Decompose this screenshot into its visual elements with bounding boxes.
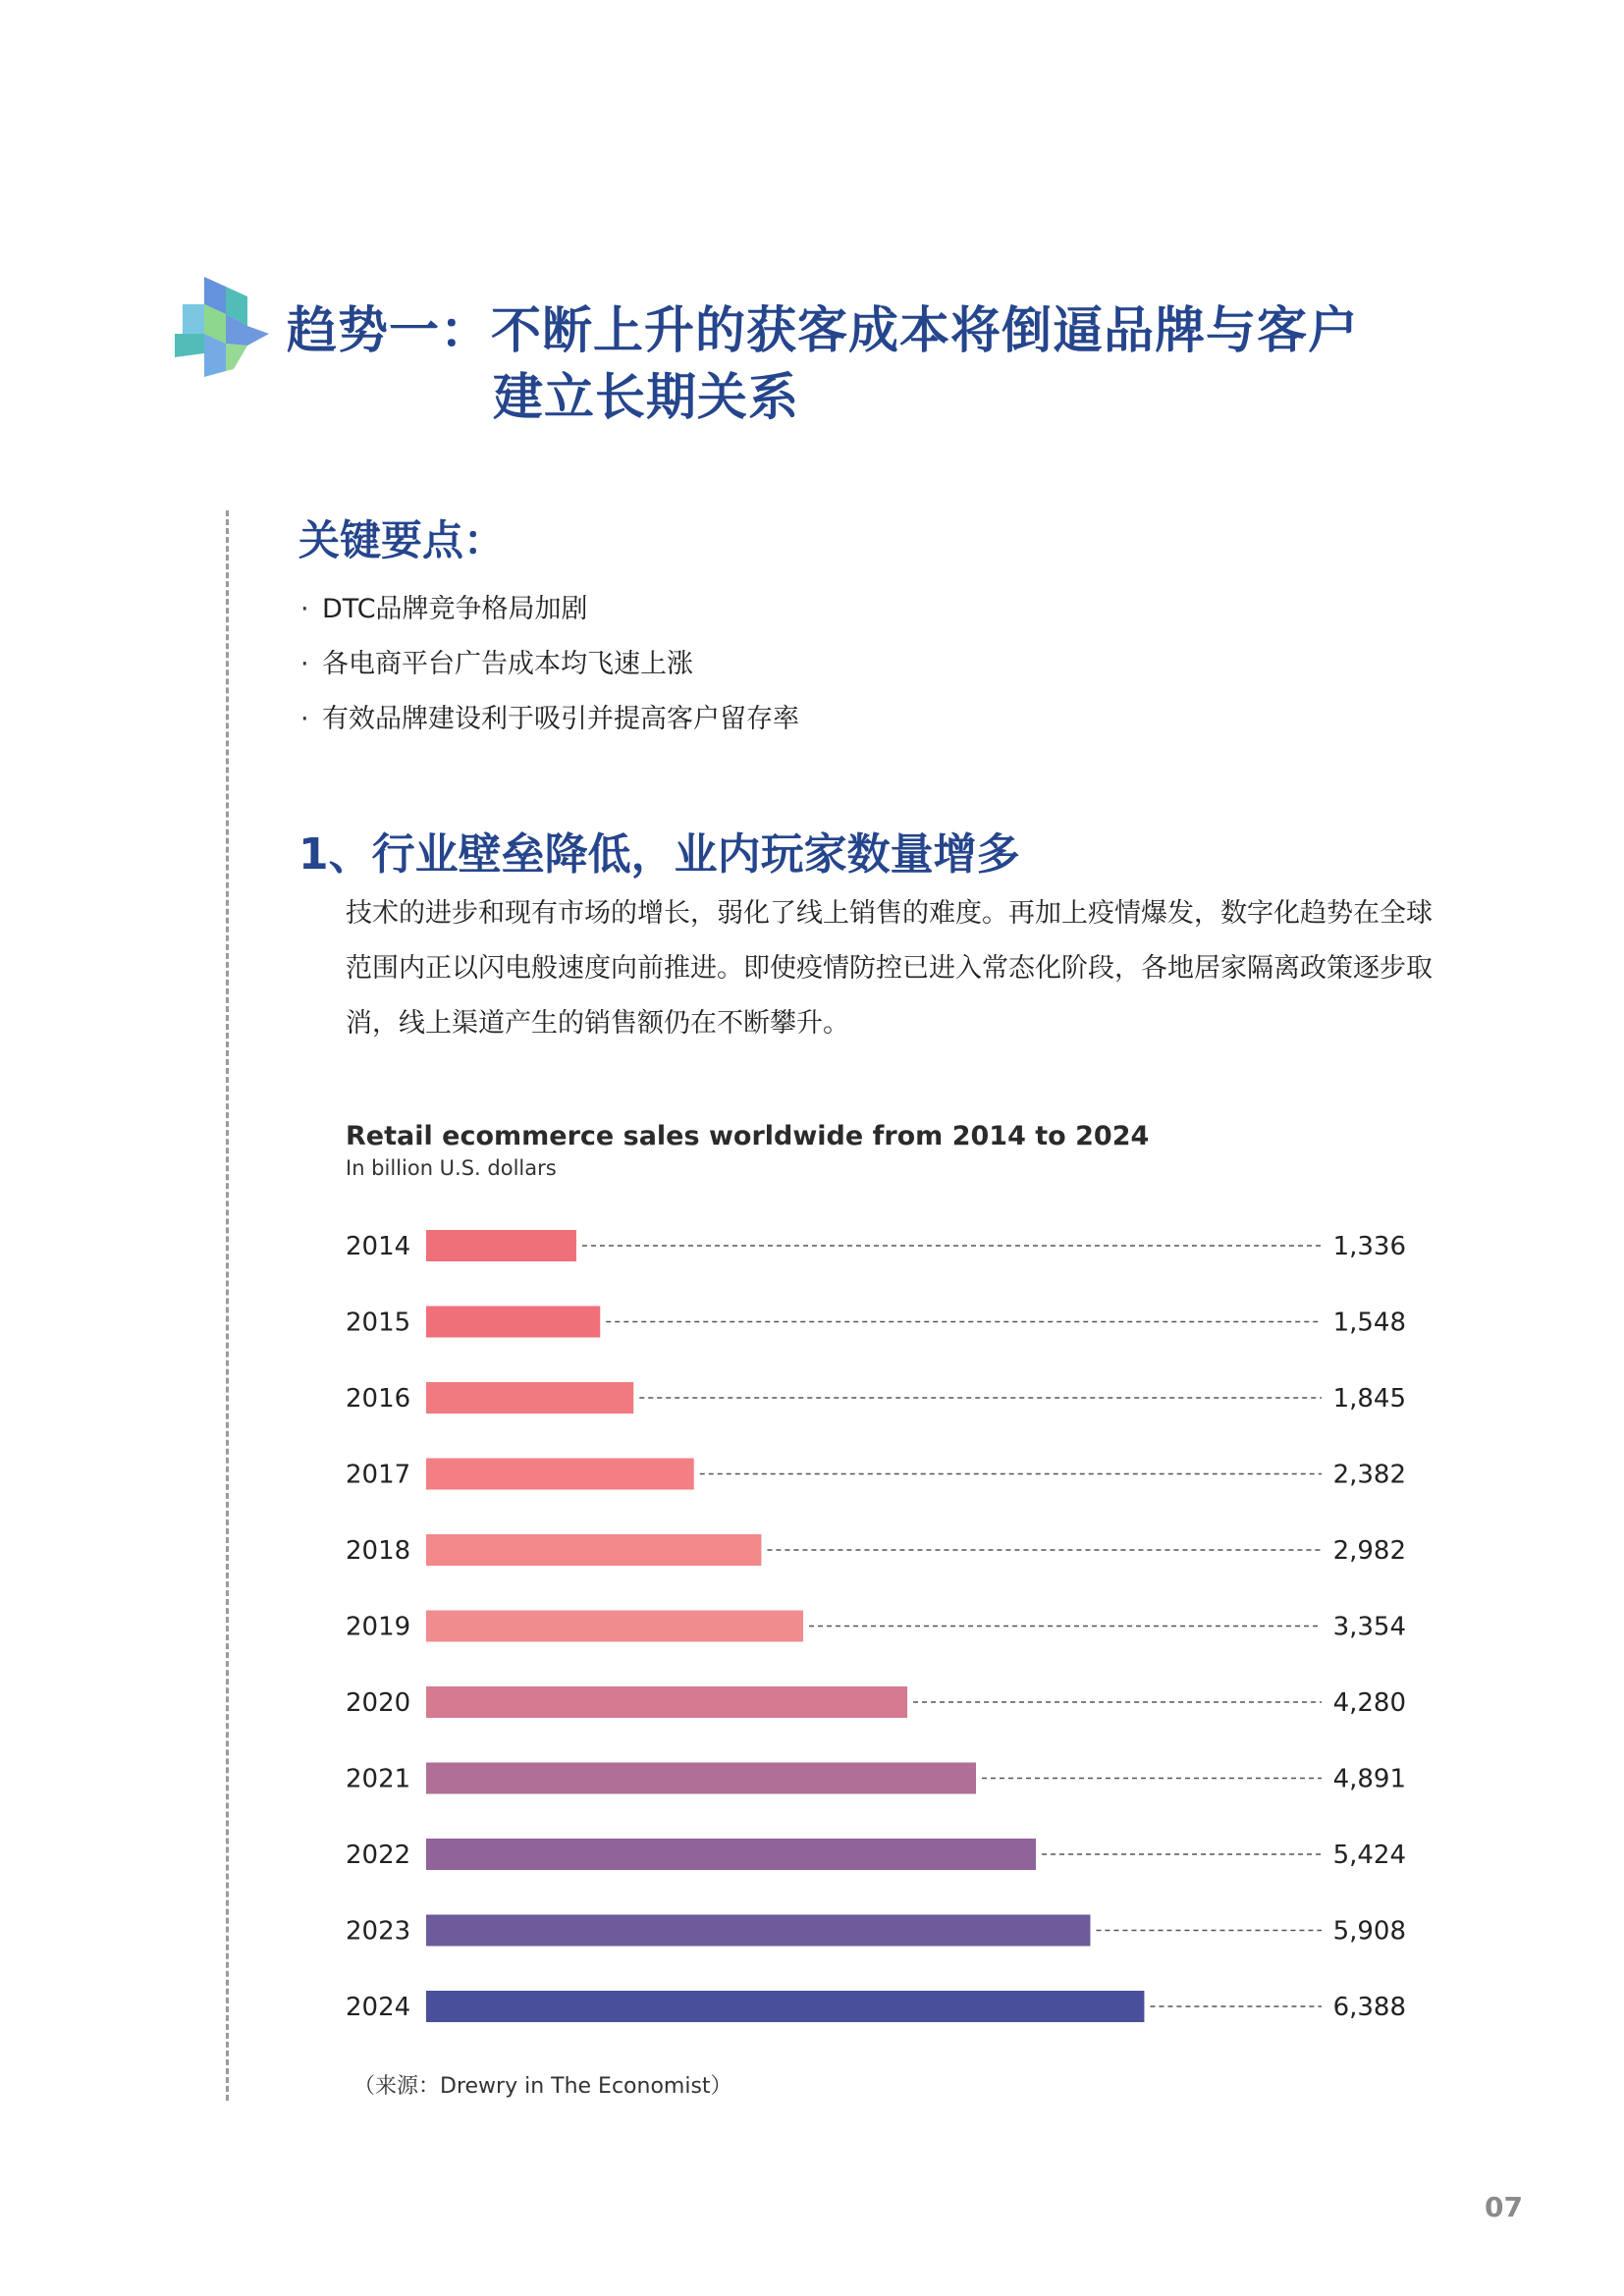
page-number: 07 [1485,2191,1523,2223]
bar-2015 [426,1307,600,1338]
year-label: 2023 [346,1916,411,1947]
bar-2020 [426,1686,907,1718]
value-label: 3,354 [1332,1612,1406,1642]
bar-2018 [426,1534,761,1566]
year-label: 2021 [346,1764,411,1794]
year-label: 2024 [346,1993,411,2022]
year-label: 2015 [346,1308,411,1338]
value-label: 6,388 [1332,1993,1406,2022]
year-label: 2020 [346,1688,411,1718]
value-label: 2,382 [1332,1460,1406,1490]
source-note: （来源：Drewry in The Economist） [353,2074,732,2099]
paragraph-line: 消，线上渠道产生的销售额仍在不断攀升。 [346,1008,849,1039]
bullet-dot-icon: · [300,649,309,679]
bar-2019 [426,1611,803,1642]
bar-2021 [426,1763,976,1794]
value-label: 4,891 [1332,1764,1406,1794]
bar-2016 [426,1382,633,1414]
value-label: 2,982 [1332,1536,1406,1566]
chart-subtitle: In billion U.S. dollars [346,1156,557,1180]
year-label: 2017 [346,1460,411,1490]
paragraph-line: 范围内正以闪电般速度向前推进。即使疫情防控已进入常态化阶段，各地居家隔离政策逐步取 [346,953,1433,984]
value-label: 5,424 [1332,1841,1406,1870]
year-label: 2019 [346,1612,411,1642]
page-title: 趋势一：不断上升的获客成本将倒逼品牌与客户 [287,302,1360,360]
bar-2024 [426,1991,1144,2022]
key-point-text: 有效品牌建设利于吸引并提高客户留存率 [322,704,799,734]
page-title-continued: 建立长期关系 [493,369,800,427]
bar-2022 [426,1839,1036,1870]
chart-title: Retail ecommerce sales worldwide from 2014 to 2024 [346,1121,1150,1151]
bar-2023 [426,1915,1090,1947]
value-label: 1,336 [1332,1232,1406,1261]
bar-2014 [426,1230,576,1261]
value-label: 5,908 [1332,1916,1406,1947]
year-label: 2014 [346,1232,411,1261]
key-points-heading: 关键要点： [298,516,506,564]
year-label: 2018 [346,1536,411,1566]
value-label: 1,845 [1332,1384,1406,1414]
value-label: 1,548 [1332,1308,1406,1338]
bullet-dot-icon: · [300,704,309,734]
key-point-text: 各电商平台广告成本均飞速上涨 [322,649,693,679]
section-heading: 1、行业壁垒降低，业内玩家数量增多 [298,829,1020,880]
key-point-text: DTC品牌竞争格局加剧 [322,594,588,624]
value-label: 4,280 [1332,1688,1406,1718]
bullet-dot-icon: · [300,594,309,624]
paragraph-line: 技术的进步和现有市场的增长，弱化了线上销售的难度。再加上疫情爆发，数字化趋势在全球 [346,898,1433,929]
year-label: 2022 [346,1841,411,1870]
bar-2017 [426,1459,694,1490]
year-label: 2016 [346,1384,411,1414]
